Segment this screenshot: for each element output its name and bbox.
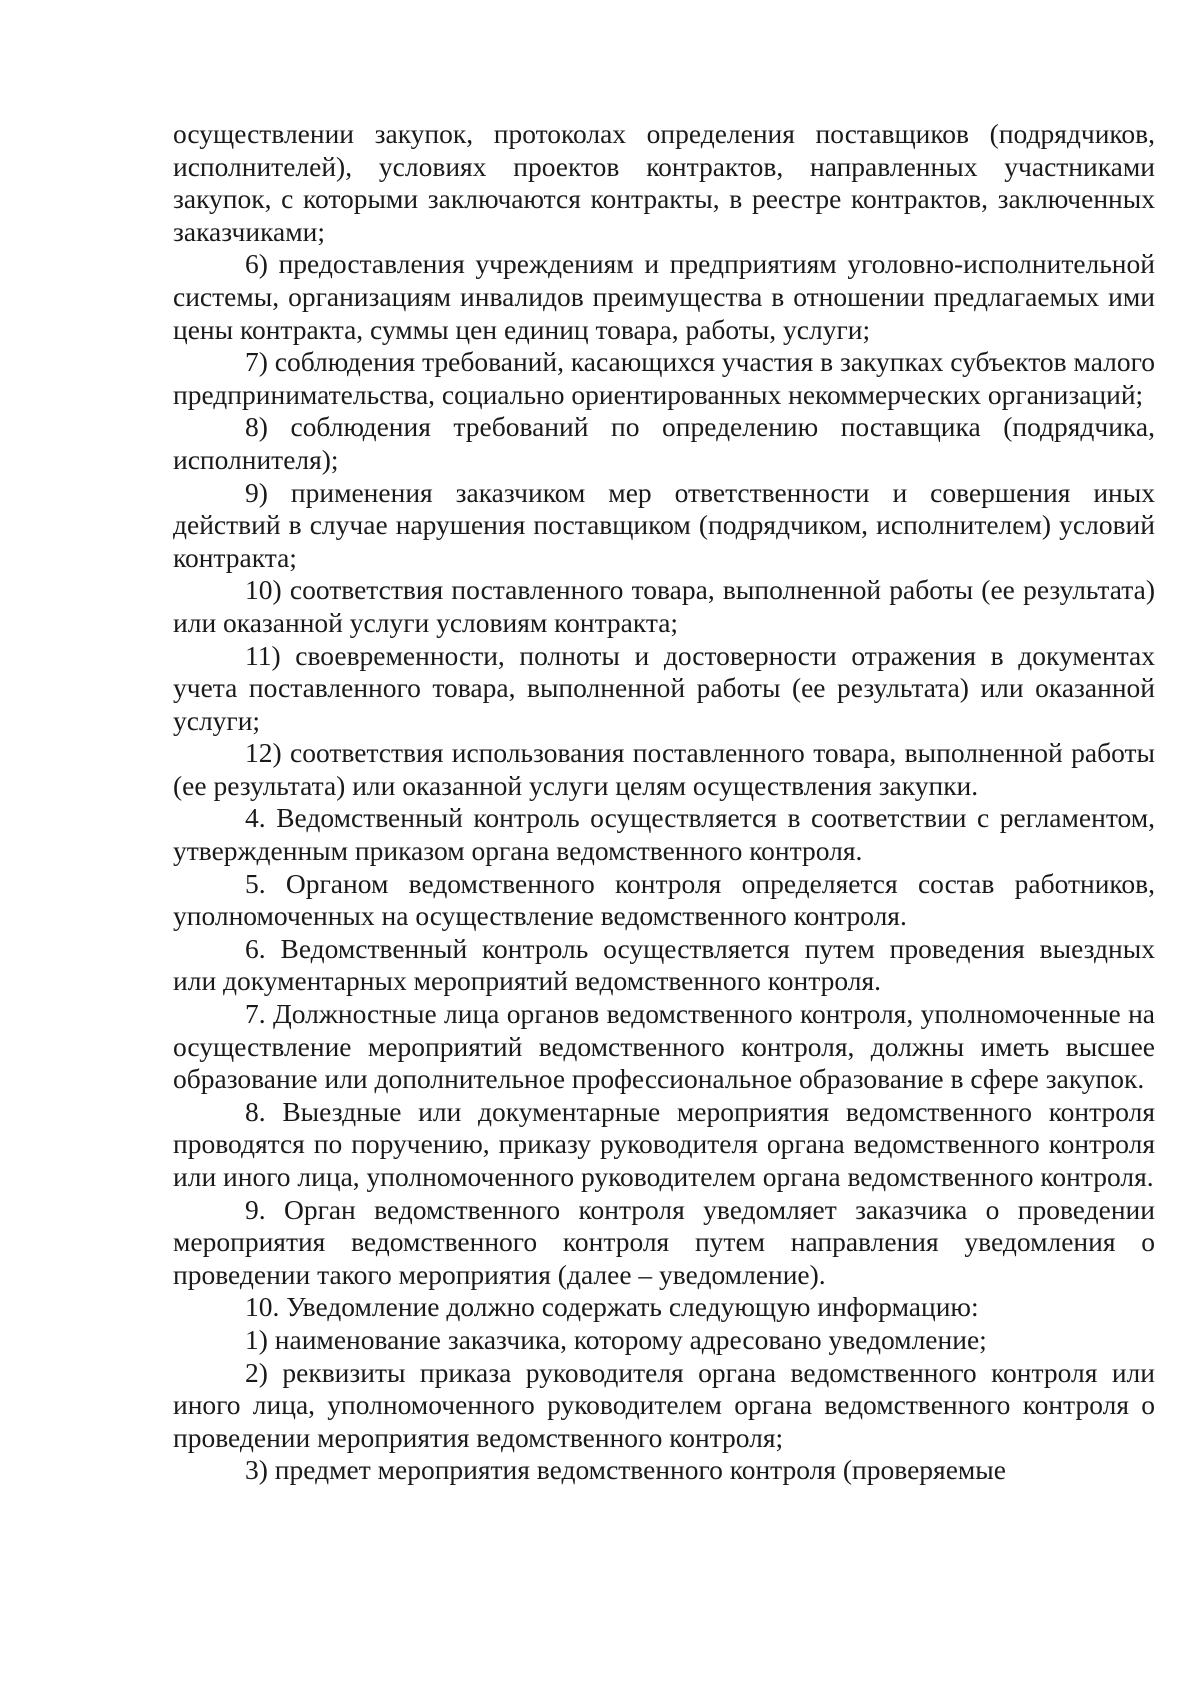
paragraph-item-10: 10) соответствия поставленного товара, выполненной работы (ее результата) или оказанной услуги условиям контракта;: [173, 574, 1155, 638]
paragraph-subitem-3: 3) предмет мероприятия ведомственного контроля (проверяемые: [245, 1454, 1006, 1486]
paragraph-clause-8: 8. Выездные или документарные мероприятия ведомственного контроля проводятся по поручению, приказу руководителя органа ведомственного контроля или иного лица, уполномоченного руководителем органа ведомственного контроля.: [173, 1095, 1155, 1192]
paragraph-clause-7: 7. Должностные лица органов ведомственного контроля, уполномоченные на осуществление мероприятий ведомственного контроля, должны иметь высшее образование или дополнительное профессиональное образование в сфере закупок.: [173, 998, 1155, 1095]
paragraph-continuation: осуществлении закупок, протоколах определения поставщиков (подрядчиков, исполнителей), условиях проектов контрактов, направленных участниками закупок, с которыми заключаются контракты, в реестре контрактов, заключенных заказчиками;: [173, 118, 1155, 247]
paragraph-item-9: 9) применения заказчиком мер ответственности и совершения иных действий в случае нарушения поставщиком (подрядчиком, исполнителем) условий контракта;: [173, 476, 1155, 573]
paragraph-clause-6: 6. Ведомственный контроль осуществляется путем проведения выездных или документарных мероприятий ведомственного контроля.: [173, 932, 1155, 997]
paragraph-subitem-1: 1) наименование заказчика, которому адресовано уведомление;: [245, 1323, 987, 1355]
paragraph-clause-4: 4. Ведомственный контроль осуществляется в соответствии с регламентом, утвержденным приказом органа ведомственного контроля.: [173, 802, 1155, 867]
paragraph-clause-10: 10. Уведомление должно содержать следующую информацию:: [245, 1291, 979, 1323]
paragraph-clause-5: 5. Органом ведомственного контроля определяется состав работников, уполномоченных на осуществление ведомственного контроля.: [173, 867, 1155, 932]
paragraph-item-11: 11) своевременности, полноты и достоверности отражения в документах учета поставленного товара, выполненной работы (ее результата) или оказанной услуги;: [173, 639, 1155, 736]
paragraph-clause-9: 9. Орган ведомственного контроля уведомляет заказчика о проведении мероприятия ведомственного контроля путем направления уведомления о проведении такого мероприятия (далее – уведомление).: [173, 1193, 1155, 1290]
paragraph-item-12: 12) соответствия использования поставленного товара, выполненной работы (ее результата) или оказанной услуги целям осуществления закупки.: [173, 737, 1155, 801]
paragraph-item-8: 8) соблюдения требований по определению поставщика (подрядчика, исполнителя);: [173, 411, 1155, 475]
document-page: [173, 118, 1155, 1487]
paragraph-subitem-2: 2) реквизиты приказа руководителя органа ведомственного контроля или иного лица, уполномоченного руководителем органа ведомственного контроля о проведении мероприятия ведомственного контроля;: [173, 1356, 1155, 1453]
paragraph-item-6: 6) предоставления учреждениям и предприятиям уголовно-исполнительной системы, организациям инвалидов преимущества в отношении предлагаемых ими цены контракта, суммы цен единиц товара, работы, услуги;: [173, 248, 1155, 345]
paragraph-item-7: 7) соблюдения требований, касающихся участия в закупках субъектов малого предпринимательства, социально ориентированных некоммерческих организаций;: [173, 346, 1155, 410]
